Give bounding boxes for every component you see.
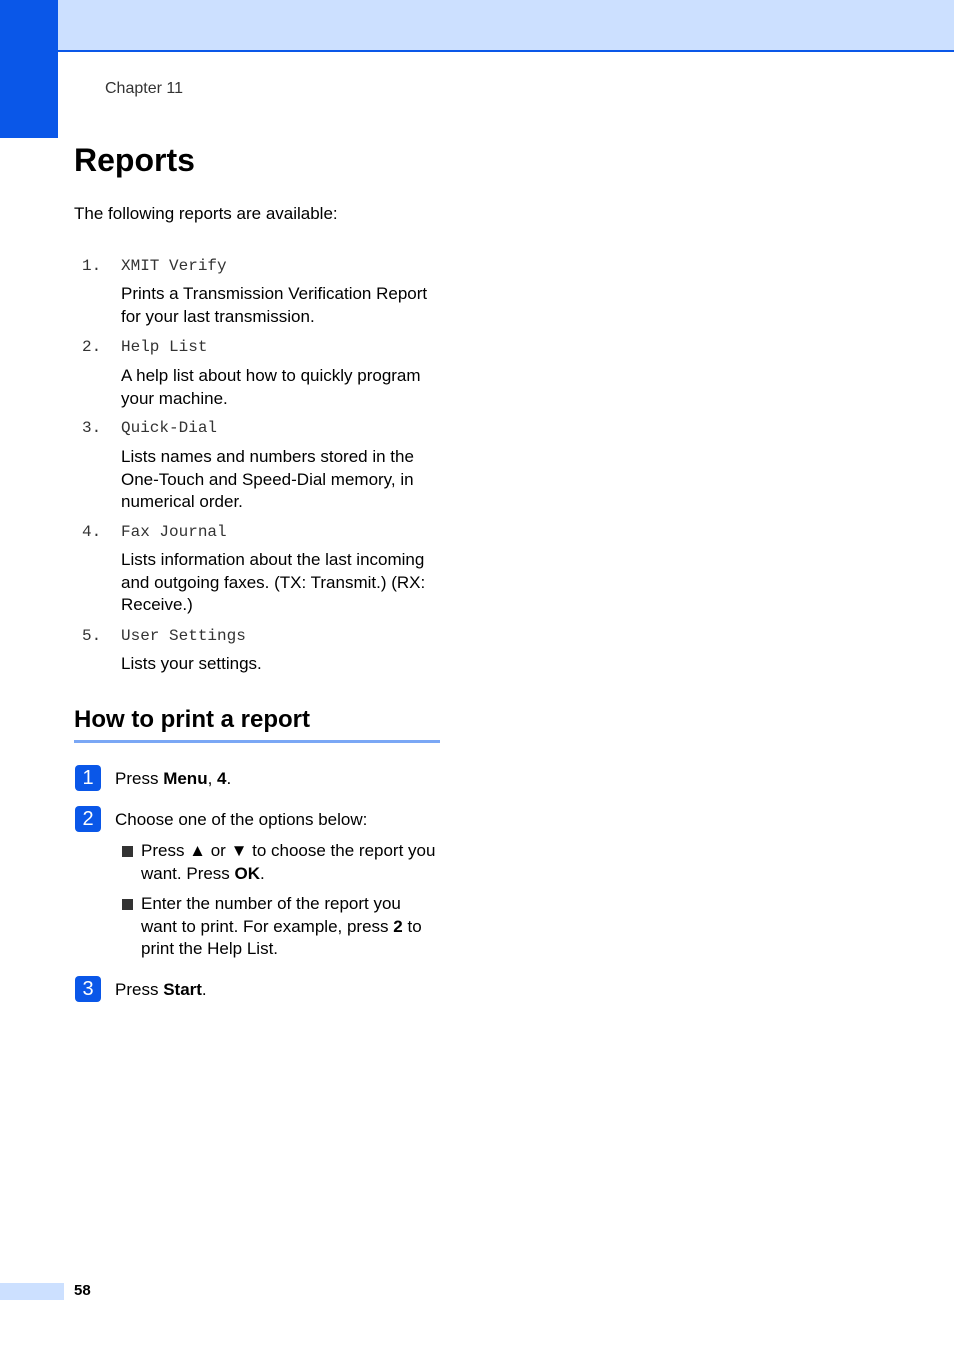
chapter-label: Chapter 11 — [105, 80, 183, 97]
footer-band — [0, 1283, 64, 1300]
step-text: Press Start. — [115, 980, 207, 999]
step-number-badge: 1 — [75, 765, 101, 791]
option-text: Press ▲ or ▼ to choose the report you want. Press OK. — [141, 841, 436, 883]
report-description: Prints a Transmission Verification Report for your last transmission. — [121, 284, 428, 326]
report-description: Lists names and numbers stored in the One-Touch and Speed-Dial memory, in numerical order. — [121, 447, 414, 511]
bullet-square-icon — [122, 846, 133, 857]
report-number: 4. — [82, 523, 102, 541]
bullet-square-icon — [122, 899, 133, 910]
report-number: 3. — [82, 419, 102, 437]
report-name: Help List — [121, 338, 208, 356]
step-number-badge: 3 — [75, 976, 101, 1002]
report-number: 2. — [82, 338, 102, 356]
page-title: Reports — [74, 142, 195, 178]
header-band — [0, 0, 954, 52]
report-number: 1. — [82, 257, 102, 275]
step-text: Press Menu, 4. — [115, 769, 232, 788]
report-description: Lists your settings. — [121, 654, 262, 673]
report-name: Fax Journal — [121, 523, 227, 541]
step-number-badge: 2 — [75, 806, 101, 832]
report-name: User Settings — [121, 627, 246, 645]
report-description: A help list about how to quickly program your machine. — [121, 366, 421, 408]
report-name: Quick-Dial — [121, 419, 218, 437]
report-number: 5. — [82, 627, 102, 645]
step-text: Choose one of the options below: — [115, 810, 368, 829]
report-description: Lists information about the last incoming and outgoing faxes. (TX: Transmit.) (RX: Receive.) — [121, 550, 426, 614]
chapter-tab — [0, 0, 58, 138]
intro-text: The following reports are available: — [74, 204, 338, 223]
section-heading: How to print a report — [74, 706, 440, 743]
report-name: XMIT Verify — [121, 257, 227, 275]
page-number: 58 — [74, 1282, 91, 1299]
option-text: Enter the number of the report you want to print. For example, press 2 to print the Help List. — [141, 894, 422, 958]
